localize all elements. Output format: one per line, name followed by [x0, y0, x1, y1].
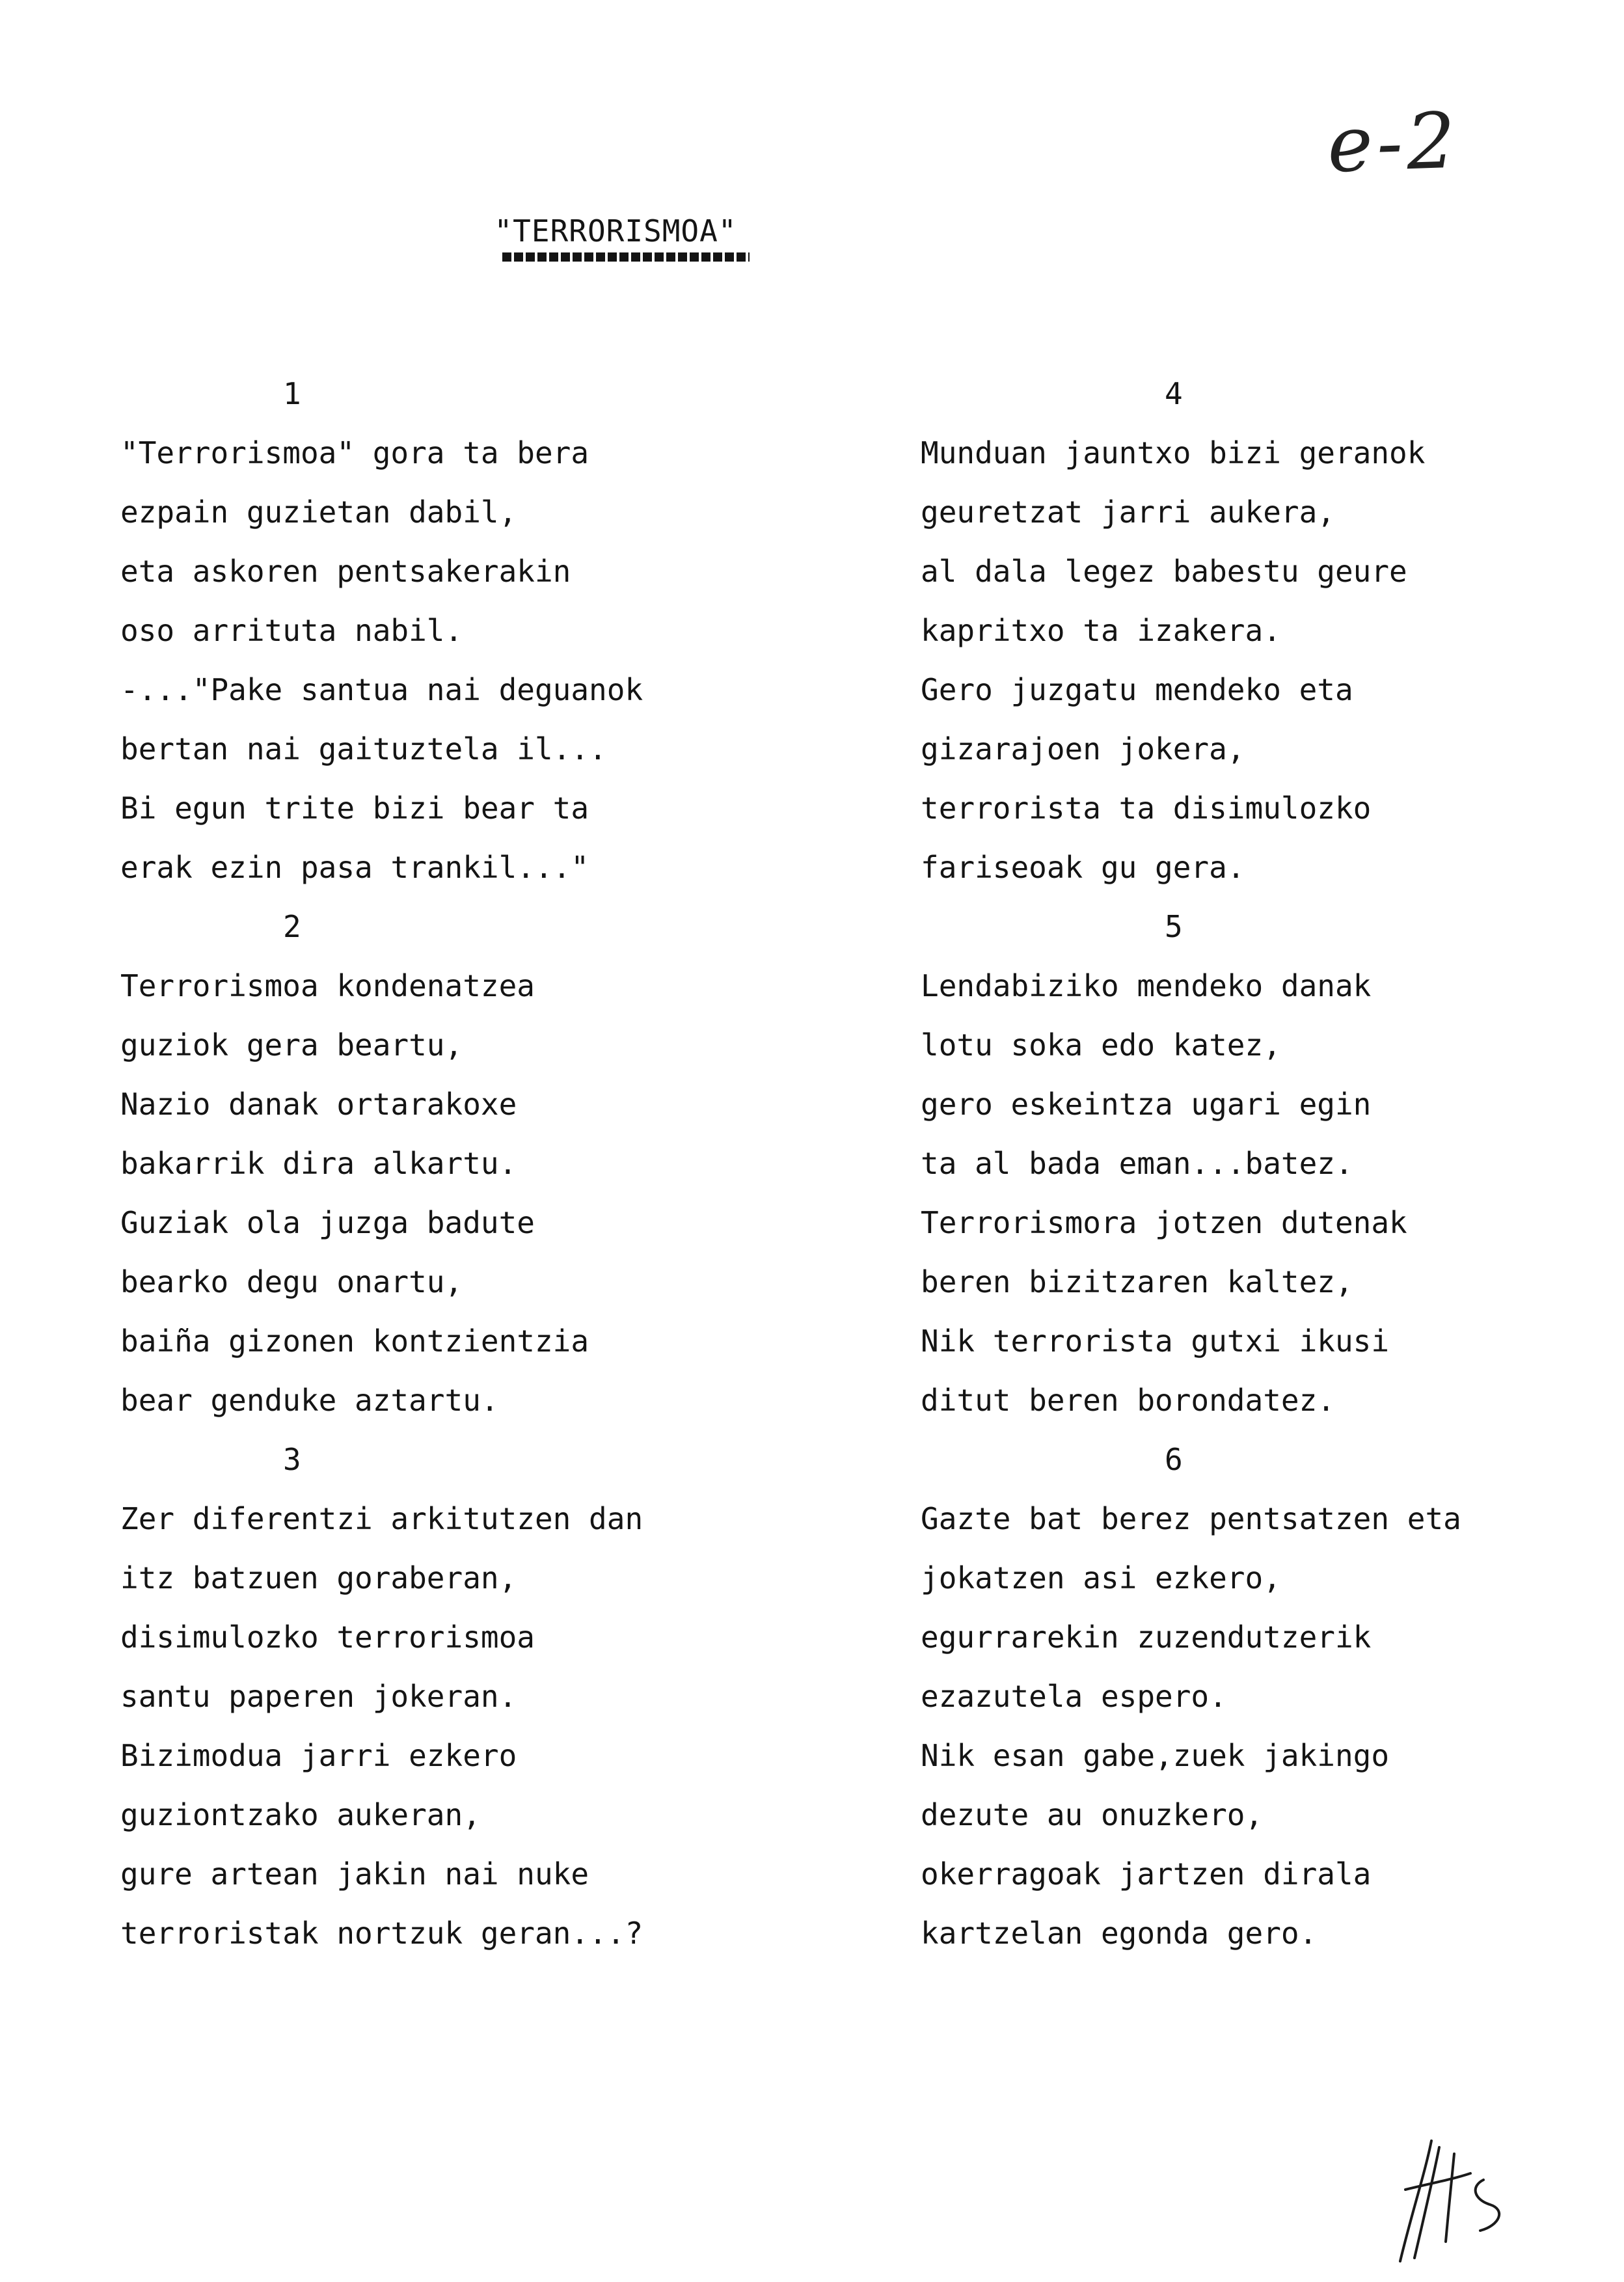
stanza	[120, 1430, 862, 1963]
verse-line: Bi egun trite bizi bear ta	[120, 791, 589, 826]
stanza-number: 3	[283, 1442, 301, 1477]
verse-line: Munduan jauntxo bizi geranok	[921, 435, 1426, 470]
right-column	[921, 364, 1624, 1963]
verse-line: Terrorismoa kondenatzea	[120, 968, 535, 1003]
stanza	[921, 897, 1624, 1430]
verse-line: Lendabiziko mendeko danak	[921, 968, 1372, 1003]
verse-line: -..."Pake santua nai deguanok	[120, 672, 643, 707]
verse-line: bertan nai gaituztela il...	[120, 731, 607, 767]
stanza	[921, 1430, 1624, 1963]
verse-line: kartzelan egonda gero.	[921, 1916, 1318, 1951]
verse-line: terrorista ta disimulozko	[921, 791, 1372, 826]
verse-line: Terrorismora jotzen dutenak	[921, 1205, 1407, 1240]
verse-line: guziontzako aukeran,	[120, 1797, 481, 1832]
verse-line: al dala legez babestu geure	[921, 554, 1407, 589]
stanza-number: 1	[283, 376, 301, 411]
verse-line: ditut beren borondatez.	[921, 1383, 1335, 1418]
left-column	[120, 364, 862, 1963]
verse-line: Bizimodua jarri ezkero	[120, 1738, 517, 1773]
verse-line: dezute au onuzkero,	[921, 1797, 1264, 1832]
stanza-number: 5	[1165, 909, 1183, 944]
verse-line: Guziak ola juzga badute	[120, 1205, 535, 1240]
verse-line: beren bizitzaren kaltez,	[921, 1264, 1353, 1299]
stanza-number: 2	[283, 909, 301, 944]
verse-line: eta askoren pentsakerakin	[120, 554, 571, 589]
verse-line: ezazutela espero.	[921, 1679, 1227, 1714]
verse-line: Zer diferentzi arkitutzen dan	[120, 1501, 643, 1536]
verse-line: Gero juzgatu mendeko eta	[921, 672, 1353, 707]
verse-line: Nik esan gabe,zuek jakingo	[921, 1738, 1390, 1773]
verse-line: bear genduke aztartu.	[120, 1383, 499, 1418]
verse-line: ezpain guzietan dabil,	[120, 495, 517, 530]
verse-line: Nik terrorista gutxi ikusi	[921, 1324, 1390, 1359]
verse-line: baiña gizonen kontzientzia	[120, 1324, 589, 1359]
verse-line: guziok gera beartu,	[120, 1027, 463, 1063]
verse-line: erak ezin pasa trankil..."	[120, 850, 589, 885]
title-underline	[502, 252, 750, 262]
verse-line: itz batzuen goraberan,	[120, 1560, 517, 1596]
verse-line: bearko degu onartu,	[120, 1264, 463, 1299]
verse-line: Nazio danak ortarakoxe	[120, 1087, 517, 1122]
verse-line: lotu soka edo katez,	[921, 1027, 1281, 1063]
verse-line: Gazte bat berez pentsatzen eta	[921, 1501, 1461, 1536]
stanza-number: 6	[1165, 1442, 1183, 1477]
stanza	[120, 364, 862, 897]
poem-title: "TERRORISMOA"	[494, 213, 737, 249]
verse-line: oso arrituta nabil.	[120, 613, 463, 648]
verse-line: egurrarekin zuzendutzerik	[921, 1620, 1372, 1655]
verse-line: jokatzen asi ezkero,	[921, 1560, 1281, 1596]
verse-line: kapritxo ta izakera.	[921, 613, 1281, 648]
stanza	[120, 897, 862, 1430]
verse-line: geuretzat jarri aukera,	[921, 495, 1335, 530]
verse-line: okerragoak jartzen dirala	[921, 1856, 1372, 1892]
verse-line: bakarrik dira alkartu.	[120, 1146, 517, 1181]
verse-line: santu paperen jokeran.	[120, 1679, 517, 1714]
title-block	[481, 213, 750, 262]
stanza	[921, 364, 1624, 897]
handwritten-signature	[1392, 2128, 1522, 2264]
verse-line: ta al bada eman...batez.	[921, 1146, 1353, 1181]
page-code-handwritten: e-2	[1325, 95, 1461, 190]
verse-line: gero eskeintza ugari egin	[921, 1087, 1372, 1122]
verse-line: gizarajoen jokera,	[921, 731, 1245, 767]
verse-line: gure artean jakin nai nuke	[120, 1856, 589, 1892]
verse-line: fariseoak gu gera.	[921, 850, 1245, 885]
stanza-number: 4	[1165, 376, 1183, 411]
verse-line: "Terrorismoa" gora ta bera	[120, 435, 589, 470]
verse-line: terroristak nortzuk geran...?	[120, 1916, 643, 1951]
verse-line: disimulozko terrorismoa	[120, 1620, 535, 1655]
